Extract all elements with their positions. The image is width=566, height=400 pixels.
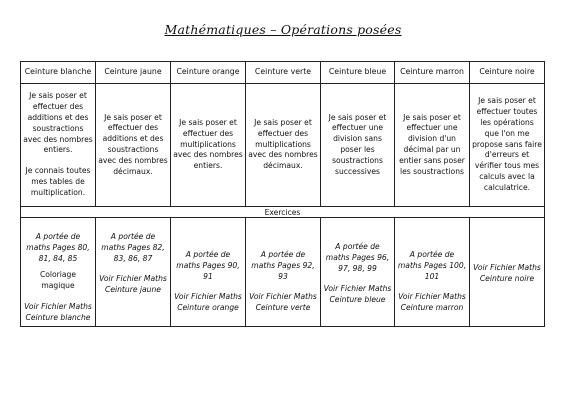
- exercise-fichier: Voir Fichier Maths Ceinture marron: [398, 292, 466, 313]
- header-row: [21, 62, 545, 84]
- exercises-row: [21, 218, 545, 327]
- exercise-pages: A portée de maths Pages 80, 81, 84, 85: [26, 232, 90, 263]
- exercise-fichier: Voir Fichier Maths Ceinture verte: [249, 292, 317, 313]
- description-yellow: [96, 84, 171, 207]
- exercise-pages: A portée de maths Pages 92, 93: [251, 250, 315, 281]
- exercise-brown: [395, 218, 470, 327]
- exercise-blue: [321, 218, 395, 327]
- belts-table: [20, 61, 545, 327]
- exercise-fichier: Voir Fichier Maths Ceinture orange: [174, 292, 242, 313]
- exercise-orange: [171, 218, 246, 327]
- belt-header-green: Ceinture verte: [246, 62, 321, 84]
- exercises-label: Exercices: [21, 207, 545, 218]
- exercise-fichier: Voir Fichier Maths Ceinture bleue: [323, 284, 392, 305]
- belt-header-orange: Ceinture orange: [171, 62, 246, 84]
- description-text: Je sais poser et effectuer une division sans poser les soustractions successives: [328, 112, 387, 176]
- description-text: Je connais toutes mes tables de multiplication.: [25, 166, 91, 197]
- description-text: Je sais poser et effectuer des additions et des soustractions avec des nombres entiers.: [23, 91, 93, 155]
- page-title: Mathématiques – Opérations posées: [164, 22, 402, 37]
- exercise-white: [21, 218, 96, 327]
- belt-header-yellow: Ceinture jaune: [96, 62, 171, 84]
- exercise-fichier: Voir Fichier Maths Ceinture blanche: [24, 301, 92, 322]
- description-white: [21, 84, 96, 207]
- belt-header-white: Ceinture blanche: [21, 62, 96, 84]
- belt-header-brown: Ceinture marron: [395, 62, 470, 84]
- description-black: [470, 84, 545, 207]
- description-blue: [321, 84, 395, 207]
- description-green: [246, 84, 321, 207]
- exercise-pages: A portée de maths Pages 100, 101: [397, 250, 467, 281]
- description-brown: [395, 84, 470, 207]
- belt-header-black: Ceinture noire: [470, 62, 545, 84]
- description-text: Je sais poser et effectuer des multiplications avec des nombres décimaux.: [248, 118, 318, 171]
- exercise-extra: Coloriage magique: [39, 270, 77, 291]
- exercises-label-row: [21, 207, 545, 218]
- exercise-black: [470, 218, 545, 327]
- exercise-green: [246, 218, 321, 327]
- exercise-pages: A portée de maths Pages 96, 97, 98, 99: [325, 242, 390, 273]
- description-text: Je sais poser et effectuer des additions et des soustractions avec des nombres décimaux.: [98, 112, 168, 176]
- description-row: [21, 84, 545, 207]
- description-orange: [171, 84, 246, 207]
- exercise-pages: A portée de maths Pages 90, 91: [176, 250, 240, 281]
- exercise-fichier: Voir Fichier Maths Ceinture noire: [473, 263, 541, 283]
- description-text: Je sais poser et effectuer une division d'un décimal par un entier sans poser les soustractions: [399, 112, 465, 176]
- belt-header-blue: Ceinture bleue: [321, 62, 395, 84]
- exercise-fichier: Voir Fichier Maths Ceinture jaune: [99, 274, 167, 295]
- exercise-yellow: [96, 218, 171, 327]
- description-text: Je sais poser et effectuer toutes les opérations que l'on me propose sans faire d'erreurs et vérifier tous mes calculs avec la calculatrice.: [472, 96, 542, 192]
- description-text: Je sais poser et effectuer des multiplications avec des nombres entiers.: [173, 118, 243, 171]
- exercise-pages: A portée de maths Pages 82, 83, 86, 87: [101, 232, 165, 263]
